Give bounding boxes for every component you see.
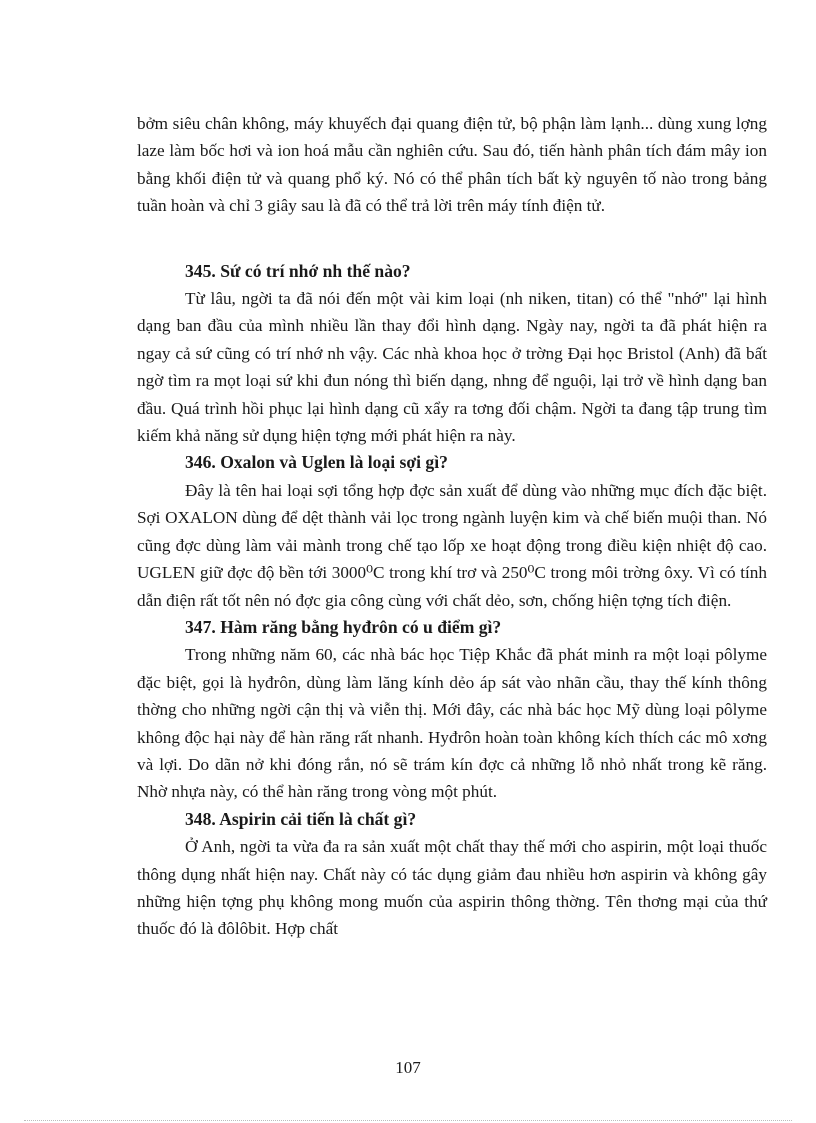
section-heading-346: 346. Oxalon và Uglen là loại sợi gì? [185, 452, 448, 473]
section-heading-345: 345. Sứ có trí nhớ nh thế nào? [185, 260, 411, 281]
section-spacer [137, 220, 767, 258]
intro-paragraph: bởm siêu chân không, máy khuyếch đại quang điện tử, bộ phận làm lạnh... dùng xung lợng laze làm bốc hơi và ion hoá mẫu cần nghiên cứu. Sau đó, tiến hành phân tích đám mây ion bằng khối điện tử và quang phổ ký. Nó có thể phân tích bất kỳ nguyên tố nào trong bảng tuần hoàn và chỉ 3 giây sau là đã có thể trả lời trên máy tính điện tử. [137, 114, 767, 216]
section-body-347: Trong những năm 60, các nhà bác học Tiệp Khắc đã phát minh ra một loại pôlyme đặc biệt, gọi là hyđrôn, dùng làm lăng kính dẻo áp sát vào nhãn cầu, thay thế kính thông thờng cho những ngời cận thị và viễn thị. Mới đây, các nhà bác học Mỹ dùng loại pôlyme không độc hại này để hàn răng rất nhanh. Hyđrôn hoàn toàn không kích thích các mô xơng và lợi. Do dãn nở khi đóng rắn, nó sẽ trám kín đợc cả những lỗ nhỏ nhất trong kẽ răng. Nhờ nhựa này, có thể hàn răng trong vòng một phút. [137, 645, 767, 802]
section-body-345: Từ lâu, ngời ta đã nói đến một vài kim loại (nh niken, titan) có thể "nhớ" lại hình dạng ban đầu của mình nhiều lần thay đổi hình dạng. Ngày nay, ngời ta đã phát hiện ra ngay cả sứ cũng có trí nhớ nh vậy. Các nhà khoa học ở trờng Đại học Bristol (Anh) đã bất ngờ tìm ra mọt loại sứ khi đun nóng thì biến dạng, nhng để nguội, lại trở về hình dạng ban đầu. Quá trình hồi phục lại hình dạng cũ xẩy ra tơng đối chậm. Ngời ta đang tập trung tìm kiếm khả năng sử dụng hiện tợng mới phát hiện ra này. [137, 289, 767, 446]
section-body-346: Đây là tên hai loại sợi tổng hợp đợc sản xuất để dùng vào những mục đích đặc biệt. Sợi OXALON dùng để dệt thành vải lọc trong ngành luyện kim và chế biến muội than. Nó cũng đợc dùng làm vải mành trong chế tạo lốp xe hoạt động trong điều kiện nhiệt độ cao. UGLEN giữ đợc độ bền tới 3000⁰C trong khí trơ và 250⁰C trong môi trờng ôxy. Vì có tính dẫn điện rất tốt nên nó đợc gia công cùng với chất dẻo, sơn, chống hiện tợng tích điện. [137, 480, 767, 610]
page-content [137, 110, 767, 943]
section-heading-348: 348. Aspirin cải tiến là chất gì? [185, 808, 417, 829]
section-body-348: Ở Anh, ngời ta vừa đa ra sản xuất một chất thay thế mới cho aspirin, một loại thuốc thông dụng nhất hiện nay. Chất này có tác dụng giảm đau nhiều hơn aspirin và không gây những hiện tợng phụ không mong muốn của aspirin thông thờng. Tên thơng mại của thứ thuốc đó là đôlôbit. Hợp chất [137, 837, 767, 939]
bottom-dotted-border [24, 1120, 792, 1121]
page-number: 107 [395, 1058, 421, 1077]
section-heading-347: 347. Hàm răng bằng hyđrôn có u điểm gì? [185, 616, 502, 637]
